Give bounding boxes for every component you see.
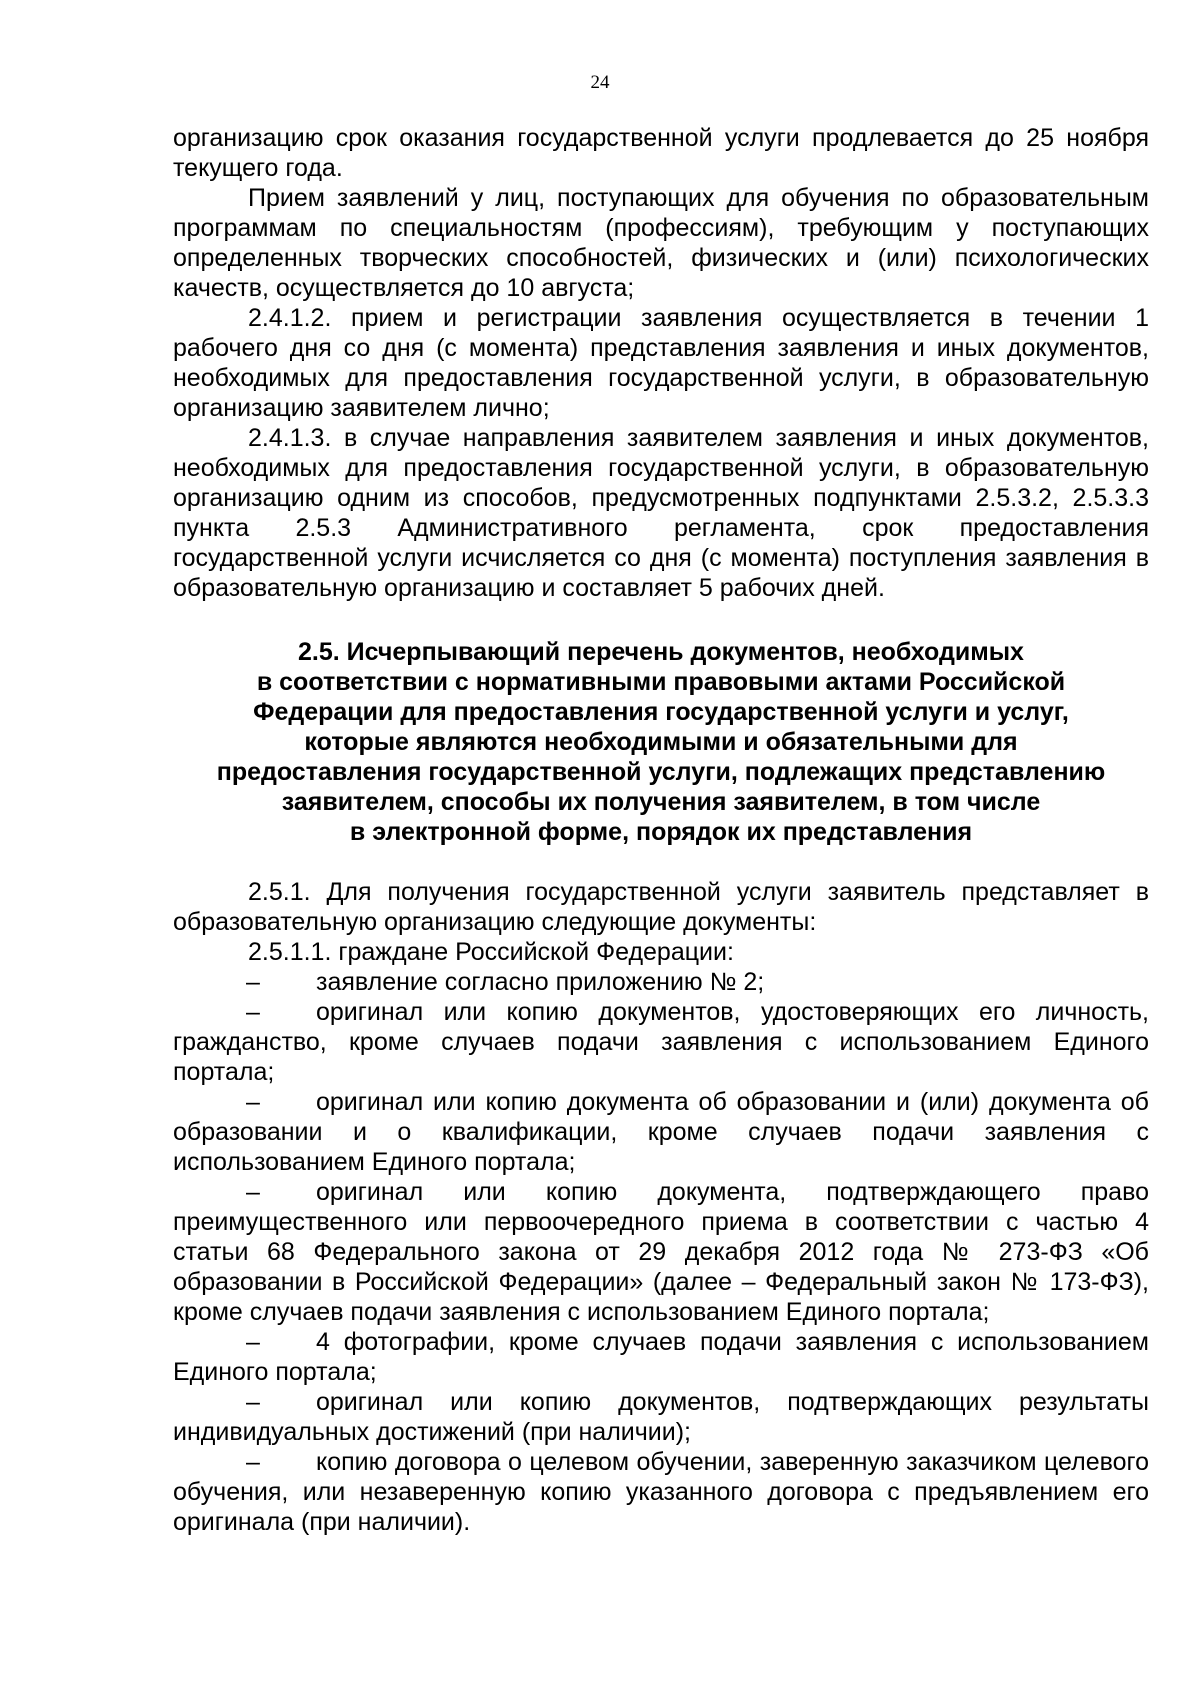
list-item-text: оригинал или копию документа, подтверждающего право преимущественного или первоочередного приема в соответствии с частью 4 статьи 68 Федерального закона от 29 декабря 2012 года № 273-ФЗ «Об образовании в Российской Федерации» (далее – Федеральный закон № 173-ФЗ), кроме случаев подачи заявления с использованием Единого портала;	[173, 1178, 1149, 1326]
list-item-text: оригинал или копию документов, подтверждающих результаты индивидуальных достижений (при наличии);	[173, 1388, 1149, 1446]
dash-marker: –	[246, 1388, 260, 1416]
paragraph-2-4-1-3: 2.4.1.3. в случае направления заявителем заявления и иных документов, необходимых для предоставления государственной услуги, в образовательную организацию одним из способов, предусмотренных подпунктами 2.5.3.2, 2.5.3.3 пункта 2.5.3 Административного регламента, срок предоставления государственной услуги исчисляется со дня (с момента) поступления заявления в образовательную организацию и составляет 5 рабочих дней.	[173, 424, 1149, 602]
dash-marker: –	[246, 998, 260, 1026]
dash-marker: –	[246, 968, 260, 996]
heading-line: предоставления государственной услуги, подлежащих представлению	[216, 758, 1106, 786]
paragraph-2-4-1-2: 2.4.1.2. прием и регистрации заявления осуществляется в течении 1 рабочего дня со дня (с момента) представления заявления и иных документов, необходимых для предоставления государственной услуги, в образовательную организацию заявителем лично;	[173, 304, 1149, 422]
heading-line: 2.5. Исчерпывающий перечень документов, необходимых	[298, 638, 1024, 666]
page-number: 24	[590, 72, 610, 93]
paragraph-2-5-1: 2.5.1. Для получения государственной услуги заявитель представляет в образовательную организацию следующие документы:	[173, 878, 1149, 936]
heading-line: в соответствии с нормативными правовыми актами Российской	[256, 668, 1066, 696]
paragraph-admission-deadline: Прием заявлений у лиц, поступающих для обучения по образовательным программам по специальностям (профессиям), требующим у поступающих определенных творческих способностей, физических и (или) психологических качеств, осуществляется до 10 августа;	[173, 184, 1149, 302]
list-item-text: заявление согласно приложению № 2;	[316, 968, 765, 996]
list-item	[173, 997, 1149, 1087]
section-heading-2-5	[173, 637, 1149, 847]
list-item	[173, 1387, 1149, 1447]
heading-line: которые являются необходимыми и обязательными для	[304, 728, 1018, 756]
list-item-text: оригинал или копию документа об образовании и (или) документа об образовании и о квалификации, кроме случаев подачи заявления с использованием Единого портала;	[173, 1088, 1149, 1176]
dash-marker: –	[246, 1448, 260, 1476]
list-item-text: копию договора о целевом обучении, заверенную заказчиком целевого обучения, или незаверенную копию указанного договора с предъявлением его оригинала (при наличии).	[173, 1448, 1149, 1536]
dash-marker: –	[246, 1088, 260, 1116]
list-item	[173, 1177, 1149, 1327]
dash-marker: –	[246, 1328, 260, 1356]
heading-line: Федерации для предоставления государственной услуги и услуг,	[253, 698, 1069, 726]
document-body	[173, 123, 1149, 1537]
list-item-text: оригинал или копию документов, удостоверяющих его личность, гражданство, кроме случаев подачи заявления с использованием Единого портала;	[173, 998, 1149, 1086]
document-list	[173, 967, 1149, 1537]
heading-line: в электронной форме, порядок их представления	[349, 818, 973, 846]
list-item	[173, 1447, 1149, 1537]
heading-line: заявителем, способы их получения заявителем, в том числе	[281, 788, 1041, 816]
paragraph-2-5-1-1: 2.5.1.1. граждане Российской Федерации:	[248, 938, 734, 966]
list-item-text: 4 фотографии, кроме случаев подачи заявления с использованием Единого портала;	[173, 1328, 1149, 1386]
dash-marker: –	[246, 1178, 260, 1206]
list-item	[173, 1087, 1149, 1177]
list-item	[173, 967, 1149, 997]
paragraph-continuation: организацию срок оказания государственной услуги продлевается до 25 ноября текущего года.	[173, 124, 1149, 182]
list-item	[173, 1327, 1149, 1387]
